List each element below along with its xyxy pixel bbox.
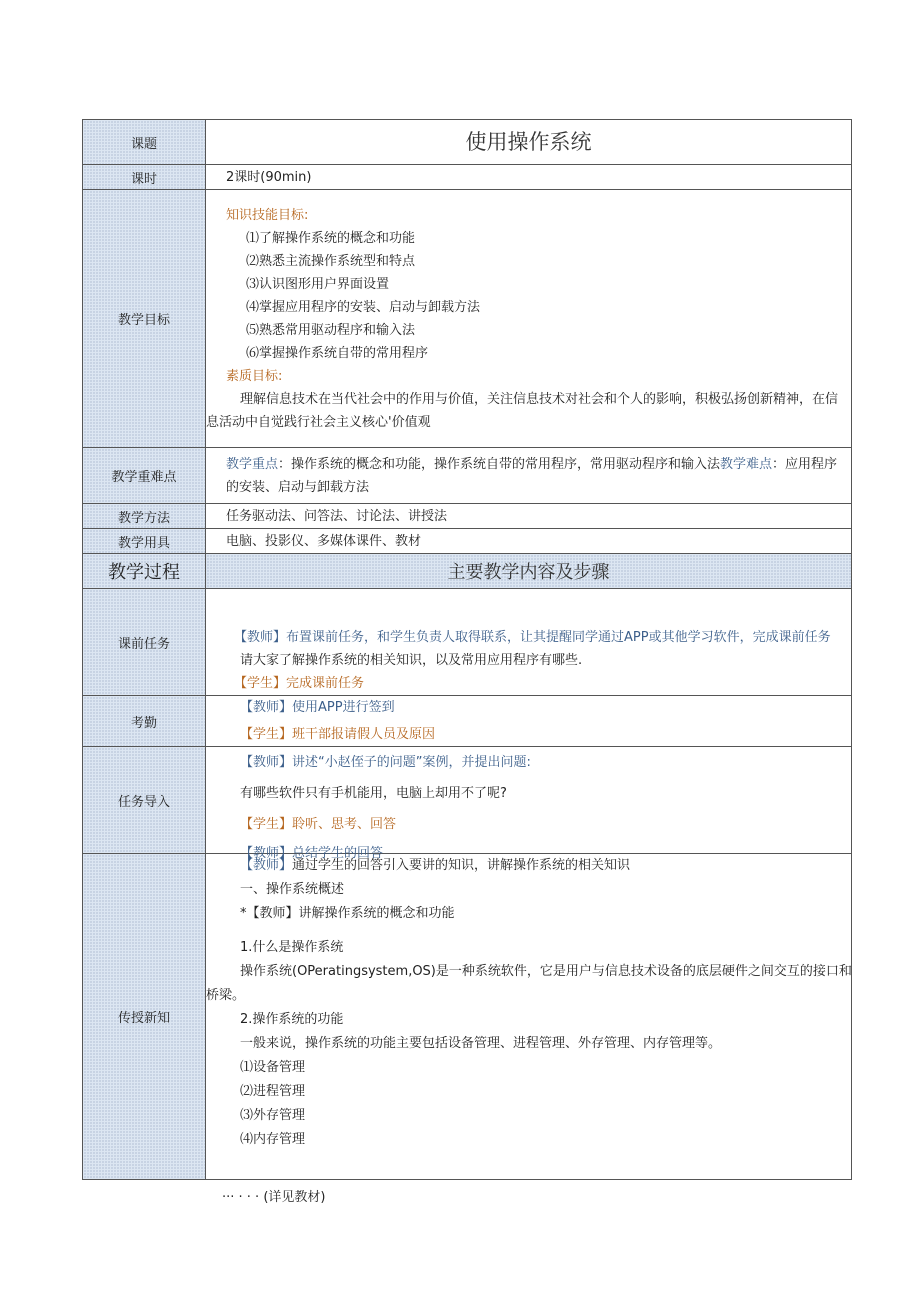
diff-label: 教学难点 — [720, 456, 773, 472]
knowledge-item: ⑵熟悉主流操作系统型和特点 — [246, 253, 416, 269]
newknow-line-1-text: 通过学生的回答引入要讲的知识，讲解操作系统的相关知识 — [292, 858, 631, 873]
pretask-cell — [206, 589, 852, 696]
intro-question: 有哪些软件只有手机能用，电脑上却用不了呢? — [240, 786, 507, 801]
pretask-teacher-line2: 请大家了解操作系统的相关知识，以及常用应用程序有哪些. — [240, 653, 583, 668]
pretask-student-text: 完成课前任务 — [286, 676, 365, 691]
diff-text: ：应用程序 — [772, 456, 838, 472]
hours-cell — [206, 165, 852, 190]
teacher-tag: 【教师】 — [240, 755, 293, 770]
intro-content — [206, 747, 851, 861]
row-attendance — [83, 696, 852, 747]
newknow-item: ⑴设备管理 — [240, 1060, 306, 1075]
knowledge-item: ⑶认识图形用户界面设置 — [246, 276, 390, 292]
tools-value: 电脑、投影仪、多媒体课件、教材 — [226, 533, 422, 549]
intro-teacher — [240, 747, 851, 778]
attendance-cell — [206, 696, 852, 747]
pretask-teacher — [206, 626, 851, 649]
tools-cell — [206, 529, 852, 554]
knowledge-item: ⑹掌握操作系统自带的常用程序 — [246, 345, 429, 361]
knowledge-item: ⑴了解操作系统的概念和功能 — [246, 230, 416, 246]
keypoints-line-2: 的安装、启动与卸载方法 — [226, 479, 370, 495]
teacher-tag: 【教师】 — [240, 846, 293, 861]
label-hours: 课时 — [83, 165, 206, 190]
quality-line-1: 理解信息技术在当代社会中的作用与价值，关注信息技术对社会和个人的影响，积极弘扬创新精神，在信 — [240, 391, 839, 407]
newknow-line-7: 2.操作系统的功能 — [240, 1012, 344, 1027]
section-left: 教学过程 — [83, 554, 206, 589]
label-tools: 教学用具 — [83, 529, 206, 554]
attendance-teacher-text: 使用APP进行签到 — [292, 700, 395, 715]
newknow-line-3: *【教师】讲解操作系统的概念和功能 — [240, 906, 455, 921]
row-section-header — [83, 554, 852, 589]
teacher-tag: 【教师】 — [240, 858, 293, 873]
attendance-student-text: 班干部报请假人员及原因 — [292, 727, 436, 742]
intro-cell — [206, 747, 852, 861]
course-title: 使用操作系统 — [206, 120, 852, 165]
hours-value: 2课时(90min) — [226, 169, 312, 185]
attendance-teacher — [206, 696, 851, 719]
newknow-item: ⑶外存管理 — [240, 1108, 306, 1123]
goals-cell — [206, 190, 852, 448]
student-tag: 【学生】 — [240, 727, 293, 742]
newknow-cell — [206, 854, 852, 1180]
method-cell — [206, 504, 852, 529]
row-newknow — [83, 854, 852, 1180]
newknow-item: ⑵进程管理 — [240, 1084, 306, 1099]
row-hours — [83, 165, 852, 190]
section-right: 主要教学内容及步骤 — [206, 554, 852, 589]
student-tag: 【学生】 — [234, 676, 287, 691]
row-title — [83, 120, 852, 165]
label-keypoints: 教学重难点 — [83, 448, 206, 504]
intro-student-text: 聆听、思考、回答 — [292, 817, 397, 832]
method-value: 任务驱动法、问答法、讨论法、讲授法 — [226, 508, 448, 524]
knowledge-item: ⑸熟悉常用驱动程序和输入法 — [246, 322, 416, 338]
teacher-tag: 【教师】 — [240, 700, 293, 715]
intro-teacher-text: 讲述“小赵侄子的问题”案例，并提出问题: — [292, 755, 531, 770]
knowledge-item: ⑷掌握应用程序的安装、启动与卸载方法 — [246, 299, 481, 315]
pretask-student — [206, 672, 851, 695]
newknow-line-6: 桥梁。 — [206, 988, 246, 1003]
knowledge-heading: 知识技能目标: — [226, 207, 309, 223]
footer-note: ··· · · · (详见教材) — [222, 1190, 326, 1205]
label-newknow: 传授新知 — [83, 854, 206, 1180]
label-intro: 任务导入 — [83, 747, 206, 854]
newknow-line-4: 1.什么是操作系统 — [240, 940, 344, 955]
key-label: 教学重点 — [226, 456, 279, 472]
key-text: ：操作系统的概念和功能，操作系统自带的常用程序，常用驱动程序和输入法 — [278, 456, 721, 472]
label-attendance: 考勤 — [83, 696, 206, 747]
intro-student — [240, 809, 851, 840]
row-goals — [83, 190, 852, 448]
row-tools — [83, 529, 852, 554]
lesson-plan-table — [82, 119, 852, 1180]
label-pretask: 课前任务 — [83, 589, 206, 696]
attendance-student — [206, 723, 851, 746]
intro-cut-text: 总结学生的回答 — [292, 846, 384, 861]
quality-line-2: 息活动中自觉践行社会主义核心'价值观 — [206, 414, 431, 430]
row-keypoints — [83, 448, 852, 504]
teacher-tag: 【教师】 — [234, 630, 287, 645]
label-goals: 教学目标 — [83, 190, 206, 448]
keypoints-cell — [206, 448, 852, 504]
keypoints-line-1 — [206, 453, 851, 476]
newknow-line-2: 一、操作系统概述 — [240, 882, 345, 897]
label-title: 课题 — [83, 120, 206, 165]
newknow-line-1 — [206, 854, 851, 878]
student-tag: 【学生】 — [240, 817, 293, 832]
newknow-line-5: 操作系统(OPeratingsystem,OS)是一种系统软件，它是用户与信息技术设备的底层硬件之间交互的接口和 — [240, 964, 852, 979]
row-intro — [83, 747, 852, 854]
pretask-teacher-text: 布置课前任务，和学生负责人取得联系，让其提醒同学通过APP或其他学习软件，完成课前任务 — [286, 630, 831, 645]
quality-heading: 素质目标: — [226, 368, 283, 384]
newknow-line-8: 一般来说，操作系统的功能主要包括设备管理、进程管理、外存管理、内存管理等。 — [240, 1036, 722, 1051]
newknow-item: ⑷内存管理 — [240, 1132, 306, 1147]
row-pretask — [83, 589, 852, 696]
label-method: 教学方法 — [83, 504, 206, 529]
row-method — [83, 504, 852, 529]
